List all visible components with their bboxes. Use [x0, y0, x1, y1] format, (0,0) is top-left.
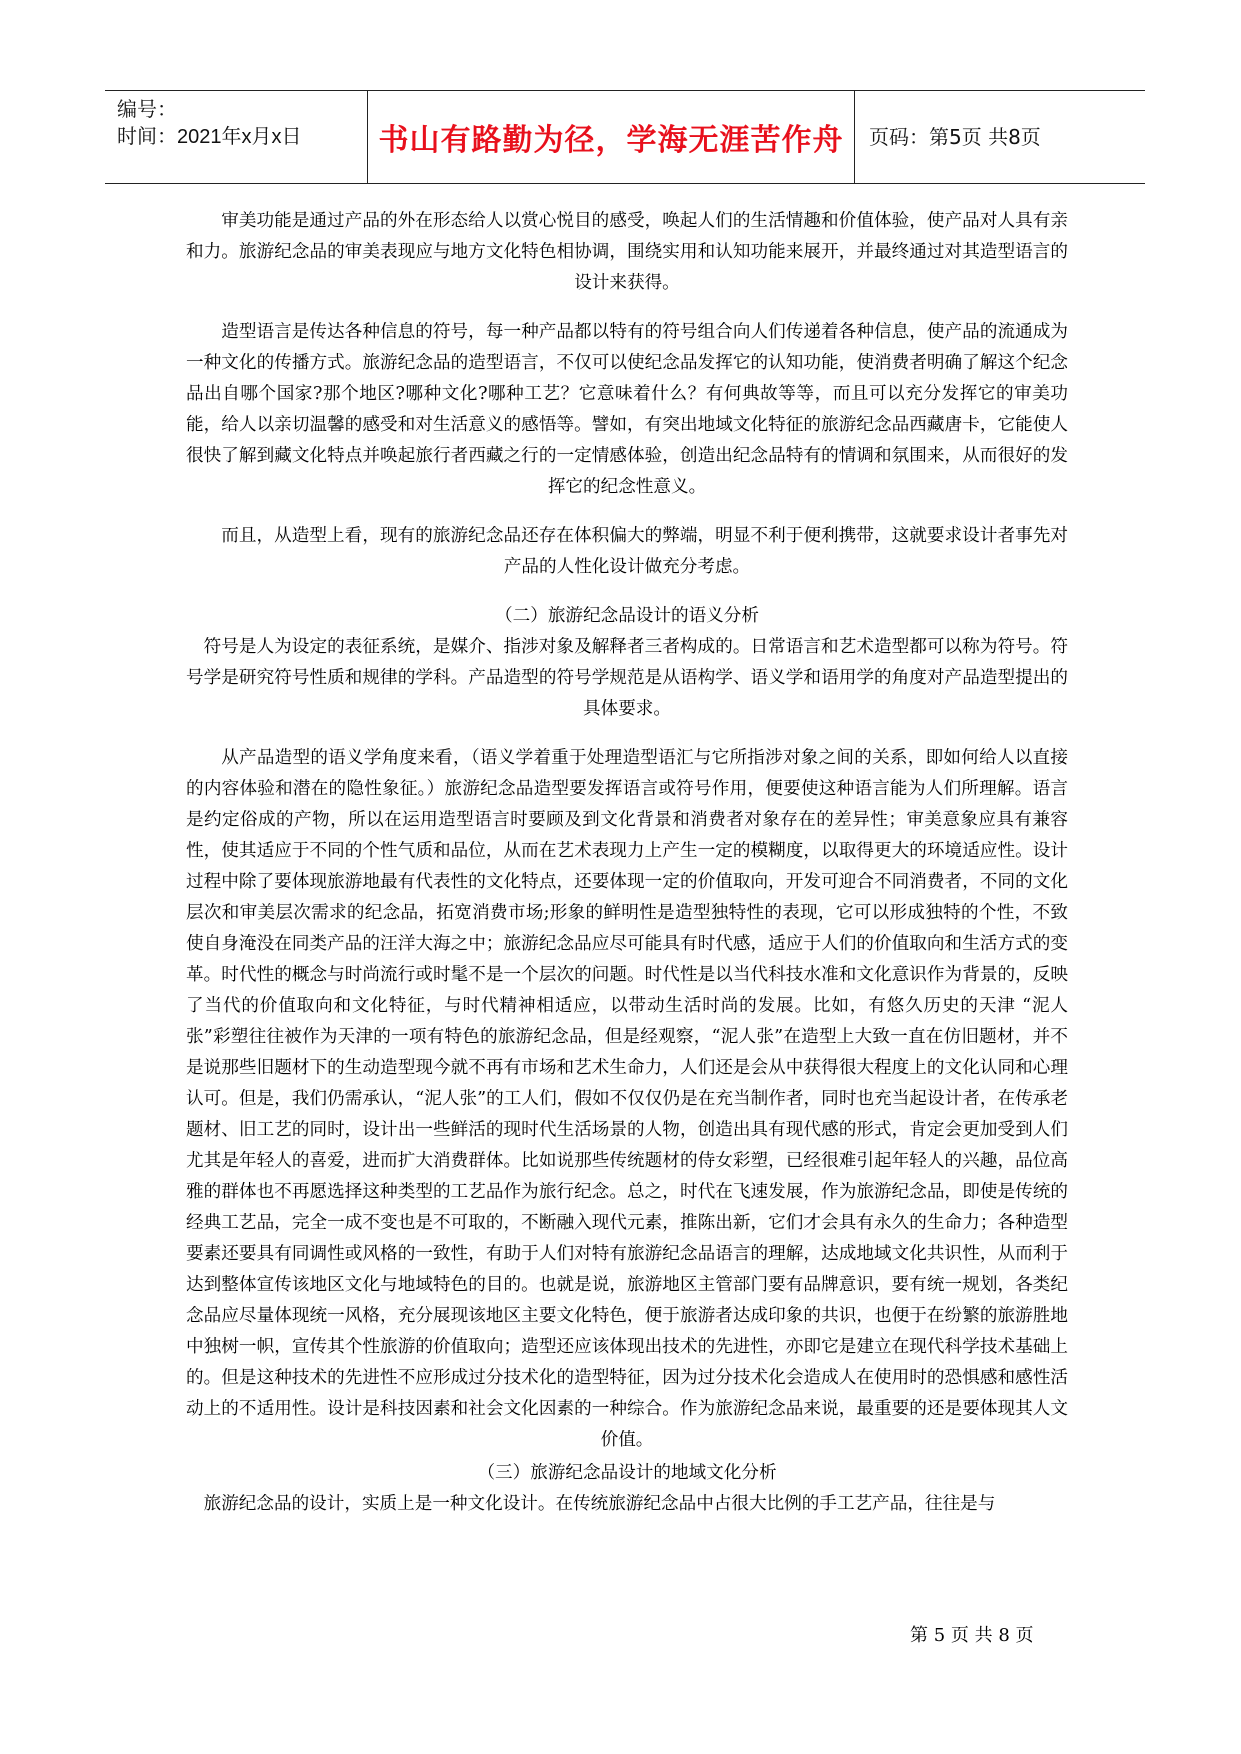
header-left-cell [105, 91, 368, 183]
paragraph-regional-culture: 旅游纪念品的设计，实质上是一种文化设计。在传统旅游纪念品中占很大比例的手工艺产品，往往是与 [203, 1494, 996, 1514]
section-heading-semantic: （二）旅游纪念品设计的语义分析 [495, 606, 759, 626]
header-right-cell [855, 91, 1145, 183]
document-number-label: 编号： [117, 99, 177, 121]
paragraph-volume-issue: 而且，从造型上看，现有的旅游纪念品还存在体积偏大的弊端，明显不利于便利携带，这就要求设计者事先对产品的人性化设计做充分考虑。 [221, 526, 1068, 577]
paragraph-symbol-definition: 符号是人为设定的表征系统，是媒介、指涉对象及解释者三者构成的。日常语言和艺术造型都可以称为符号。符号学是研究符号性质和规律的学科。产品造型的符号学规范是从语构学、语义学和语用学的角度对产品造型提出的具体要求。 [186, 637, 1068, 719]
section-heading-regional-culture: （三）旅游纪念品设计的地域文化分析 [477, 1463, 777, 1483]
header-page-label: 页码：第5页 共8页 [869, 125, 1041, 149]
paragraph-aesthetic-function: 审美功能是通过产品的外在形态给人以赏心悦目的感受，唤起人们的生活情趣和价值体验，使产品对人具有亲和力。旅游纪念品的审美表现应与地方文化特色相协调，围绕实用和认知功能来展开，并最终通过对其造型语言的设计来获得。 [186, 211, 1068, 293]
page-footer: 第 5 页 共 8 页 [910, 1625, 1034, 1646]
paragraph-semantic-analysis: 从产品造型的语义学角度来看，（语义学着重于处理造型语汇与它所指涉对象之间的关系，即如何给人以直接的内容体验和潜在的隐性象征。）旅游纪念品造型要发挥语言或符号作用，便要使这种语言能为人们所理解。语言是约定俗成的产物，所以在运用造型语言时要顾及到文化背景和消费者对象存在的差异性；审美意象应具有兼容性，使其适应于不同的个性气质和品位，从而在艺术表现力上产生一定的模糊度，以取得更大的环境适应性。设计过程中除了要体现旅游地最有代表性的文化特点，还要体现一定的价值取向，开发可迎合不同消费者，不同的文化层次和审美层次需求的纪念品，拓宽消费市场;形象的鲜明性是造型独特性的表现，它可以形成独特的个性，不致使自身淹没在同类产品的汪洋大海之中；旅游纪念品应尽可能具有时代感，适应于人们的价值取向和生活方式的变革。时代性的概念与时尚流行或时髦不是一个层次的问题。时代性是以当代科技水准和文化意识作为背景的，反映了当代的价值取向和文化特征，与时代精神相适应，以带动生活时尚的发展。比如，有悠久历史的天津 “泥人张”彩塑往往被作为天津的一项有特色的旅游纪念品，但是经观察，“泥人张”在造型上大致一直在仿旧题材，并不是说那些旧题材下的生动造型现今就不再有市场和艺术生命力，人们还是会从中获得很大程度上的文化认同和心理认可。但是，我们仍需承认，“泥人张”的工人们，假如不仅仅仍是在充当制作者，同时也充当起设计者，在传承老题材、旧工艺的同时，设计出一些鲜活的现时代生活场景的人物，创造出具有现代感的形式，肯定会更加受到人们尤其是年轻人的喜爱，进而扩大消费群体。比如说那些传统题材的侍女彩塑，已经很难引起年轻人的兴趣，品位高雅的群体也不再愿选择这种类型的工艺品作为旅行纪念。总之，时代在飞速发展，作为旅游纪念品，即使是传统的经典工艺品，完全一成不变也是不可取的，不断融入现代元素，推陈出新，它们才会具有永久的生命力；各种造型要素还要具有同调性或风格的一致性，有助于人们对特有旅游纪念品语言的理解，达成地域文化共识性，从而利于达到整体宣传该地区文化与地域特色的目的。也就是说，旅游地区主管部门要有品牌意识，要有统一规划，各类纪念品应尽量体现统一风格，充分展现该地区主要文化特色，便于旅游者达成印象的共识，也便于在纷繁的旅游胜地中独树一帜，宣传其个性旅游的价值取向；造型还应该体现出技术的先进性，亦即它是建立在现代科学技术基础上的。但是这种技术的先进性不应形成过分技术化的造型特征，因为过分技术化会造成人在使用时的恐惧感和感性活动上的不适用性。设计是科技因素和社会文化因素的一种综合。作为旅游纪念品来说，最重要的还是要体现其人文价值。 [186, 748, 1068, 1450]
header-center-cell [368, 91, 855, 183]
header-table [105, 90, 1145, 184]
header-motto: 书山有路勤为径，学海无涯苦作舟 [378, 123, 844, 158]
document-time-label: 时间：2021年x月x日 [117, 126, 302, 148]
document-body [186, 206, 1068, 1520]
paragraph-modeling-language: 造型语言是传达各种信息的符号，每一种产品都以特有的符号组合向人们传递着各种信息，使产品的流通成为一种文化的传播方式。旅游纪念品的造型语言，不仅可以使纪念品发挥它的认知功能，使消费者明确了解这个纪念品出自哪个国家?那个地区?哪种文化?哪种工艺？它意味着什么？有何典故等等，而且可以充分发挥它的审美功能，给人以亲切温馨的感受和对生活意义的感悟等。譬如，有突出地域文化特征的旅游纪念品西藏唐卡，它能使人很快了解到藏文化特点并唤起旅行者西藏之行的一定情感体验，创造出纪念品特有的情调和氛围来，从而很好的发挥它的纪念性意义。 [186, 322, 1068, 497]
